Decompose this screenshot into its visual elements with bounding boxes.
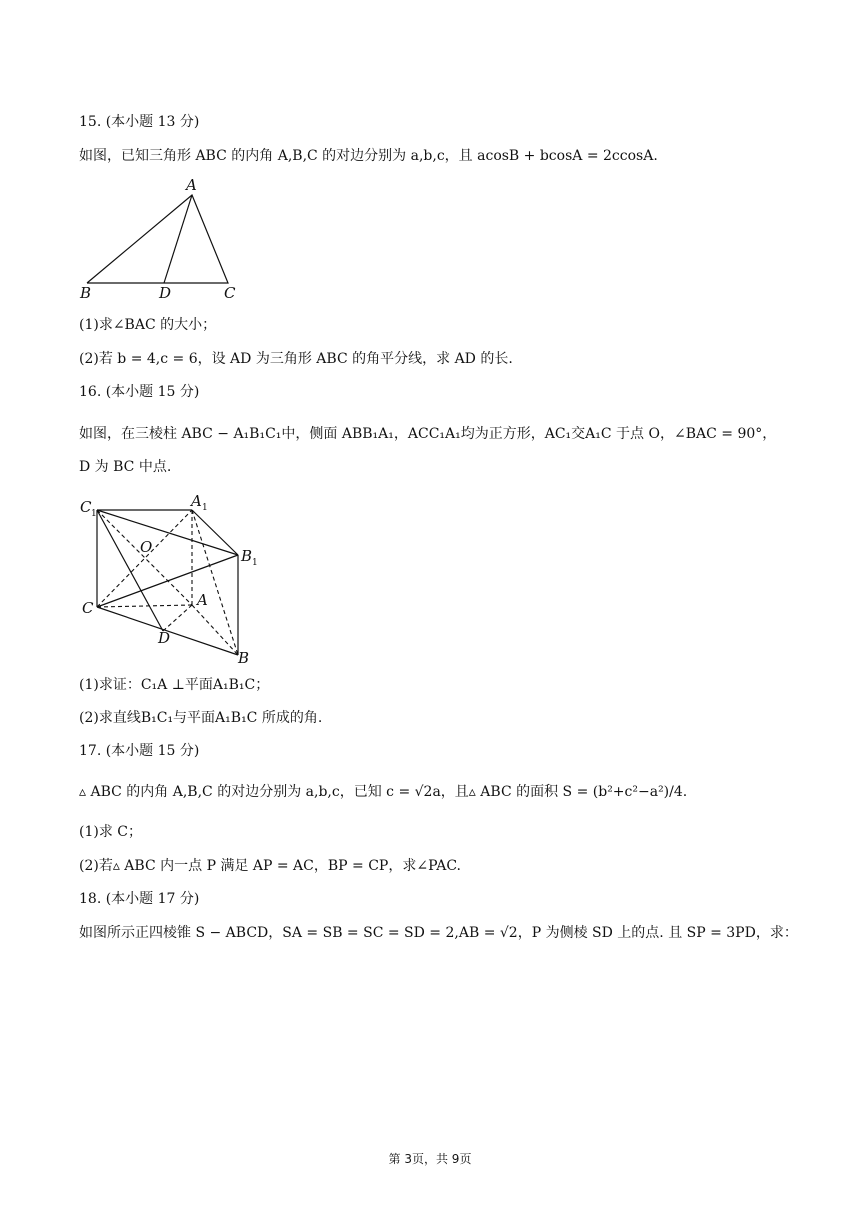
label-c: C bbox=[82, 599, 94, 617]
label-a1: A bbox=[191, 492, 202, 510]
label-b1: B bbox=[241, 547, 253, 565]
problem-17-stem: ▵ ABC 的内角 A,B,C 的对边分别为 a,b,c，已知 c = √2a，且▵ ABC 的面积 S = (b²+c²−a²)/4. bbox=[79, 784, 688, 800]
problem-17-part-1: (1)求 C； bbox=[79, 824, 142, 840]
label-a: A bbox=[197, 591, 208, 609]
label-b: B bbox=[238, 649, 250, 667]
triangle-figure bbox=[78, 176, 258, 301]
label-c1-sub: 1 bbox=[91, 509, 97, 519]
problem-17-part-2: (2)若▵ ABC 内一点 P 满足 AP = AC，BP = CP，求∠PAC. bbox=[79, 858, 461, 874]
problem-15-part-2: (2)若 b = 4,c = 6，设 AD 为三角形 ABC 的角平分线，求 AD 的长. bbox=[79, 351, 513, 367]
problem-16-stem-line-2: D 为 BC 中点. bbox=[79, 459, 172, 475]
problem-18-header: 18. (本小题 17 分) bbox=[79, 891, 200, 907]
label-d: D bbox=[158, 629, 171, 647]
label-b: B bbox=[80, 284, 92, 302]
page-footer: 第 3页，共 9页 bbox=[388, 1152, 472, 1166]
segment-ad bbox=[164, 195, 192, 283]
label-a1-sub: 1 bbox=[202, 503, 208, 513]
problem-16-part-1: (1)求证：C₁A ⊥平面A₁B₁C； bbox=[79, 677, 270, 693]
problem-15-header: 15. (本小题 13 分) bbox=[79, 114, 200, 130]
label-a: A bbox=[186, 176, 197, 194]
label-o: O bbox=[140, 538, 153, 556]
prism-figure bbox=[78, 490, 268, 670]
label-c1: C bbox=[80, 498, 92, 516]
triangle-outline bbox=[87, 195, 228, 283]
problem-15-part-1: (1)求∠BAC 的大小； bbox=[79, 317, 217, 333]
problem-16-part-2: (2)求直线B₁C₁与平面A₁B₁C 所成的角. bbox=[79, 710, 323, 726]
label-b1-sub: 1 bbox=[252, 558, 258, 568]
label-d: D bbox=[159, 284, 172, 302]
label-c: C bbox=[224, 284, 236, 302]
problem-16-header: 16. (本小题 15 分) bbox=[79, 384, 200, 400]
problem-18-stem: 如图所示正四棱锥 S − ABCD，SA = SB = SC = SD = 2,AB = √2，P 为侧棱 SD 上的点. 且 SP = 3PD，求： bbox=[79, 925, 798, 941]
problem-15-stem: 如图，已知三角形 ABC 的内角 A,B,C 的对边分别为 a,b,c，且 acosB + bcosA = 2ccosA. bbox=[79, 148, 658, 164]
problem-17-header: 17. (本小题 15 分) bbox=[79, 743, 200, 759]
problem-16-stem-line-1: 如图，在三棱柱 ABC − A₁B₁C₁中，侧面 ABB₁A₁，ACC₁A₁均为正方形，AC₁交A₁C 于点 O，∠BAC = 90°， bbox=[79, 426, 777, 442]
